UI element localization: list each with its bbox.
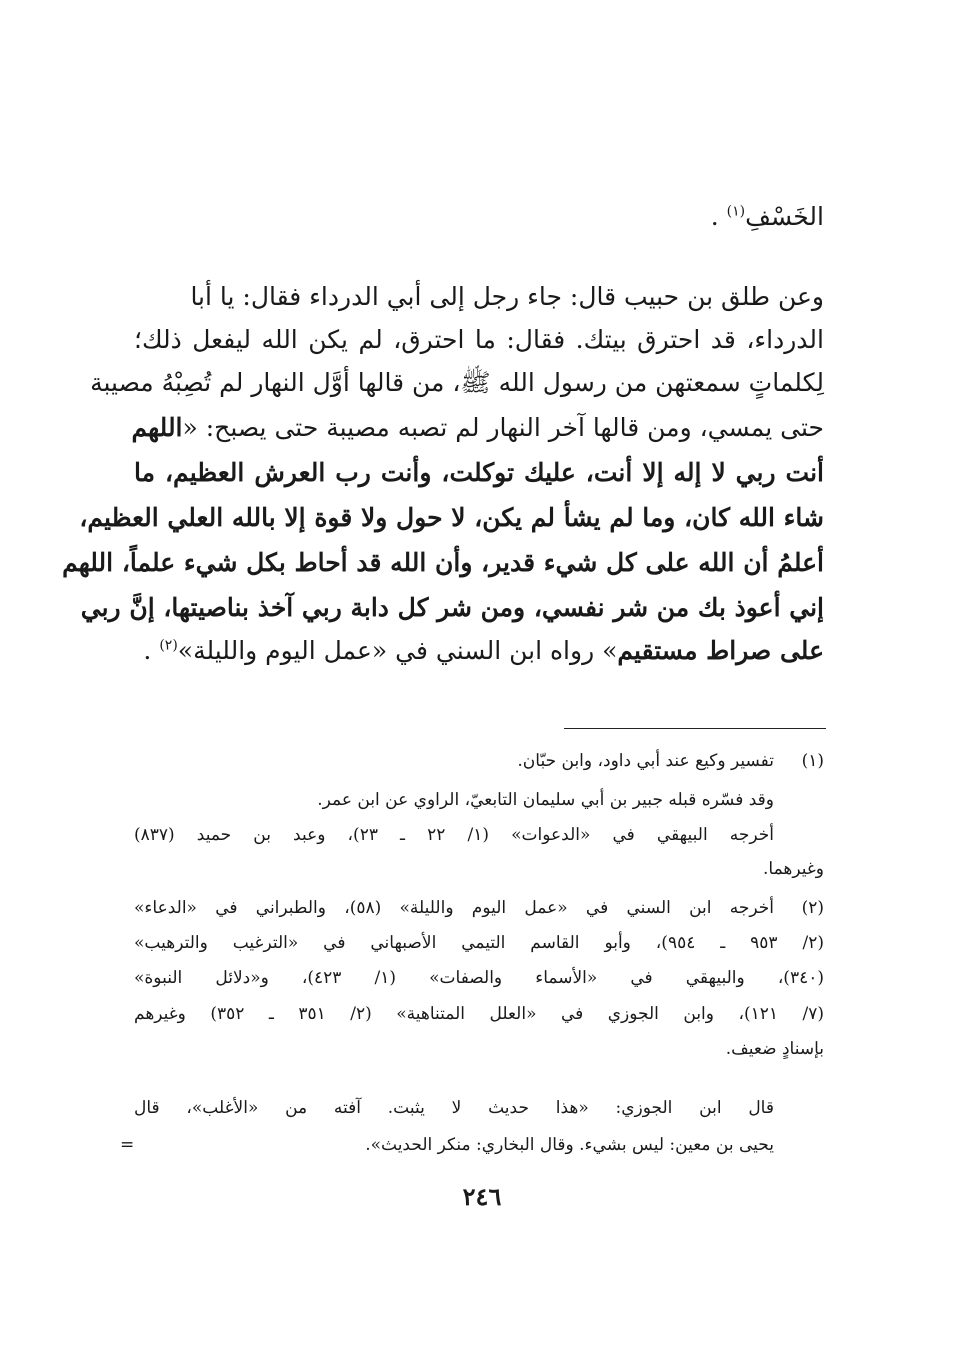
paragraph-line-9-text: » رواه ابن السني في «عمل اليوم والليلة» [177, 636, 618, 665]
paragraph-line-4-bold: اللهم [131, 413, 183, 442]
paragraph-line-9 [143, 638, 824, 663]
footnote-1-marker: (١) [801, 751, 824, 771]
footnote-1-line-2: وقد فسّره قبله جبير بن أبي سليمان التابعيّ، الراوي عن ابن عمر. [317, 790, 774, 810]
paragraph-line-4 [131, 413, 824, 442]
paragraph-line-1: وعن طلق بن حبيب قال: جاء رجل إلى أبي الدرداء فقال: يا أبا [190, 282, 824, 311]
footnote-2-line-6: قال ابن الجوزي: «هذا حديث لا يثبت. آفته من «الأغلب»، قال [134, 1098, 774, 1118]
paragraph-line-6: شاء الله كان، وما لم يشأ لم يكن، لا حول ولا قوة إلا بالله العلي العظيم، [79, 503, 824, 532]
page-number: ٢٤٦ [462, 1182, 502, 1211]
footnote-2-line-5: بإسنادٍ ضعيف. [725, 1039, 824, 1059]
footnote-1-line-4: وغيرهما. [763, 859, 824, 879]
continuation-end: . [710, 202, 727, 231]
paragraph-line-4-text: حتى يمسي، ومن قالها آخر النهار لم تصبه مصيبة حتى يصبح: « [182, 413, 824, 442]
footnote-2-line-4: (٧/ ١٢١)، وابن الجوزي في «العلل المتناهية» (٢/ ٣٥١ ـ ٣٥٢) وغيرهم [134, 1004, 824, 1024]
footnote-separator [564, 728, 826, 729]
paragraph-line-8: إني أعوذ بك من شر نفسي، ومن شر كل دابة ربي آخذ بناصيتها، إنَّ ربي [80, 593, 824, 622]
footnote-continued-mark: = [120, 1135, 135, 1155]
paragraph-line-3: لِكلماتٍ سمعتهن من رسول الله ﷺ، من قالها أوَّل النهار لم تُصِبْهُ مصيبة [90, 368, 824, 397]
footnote-2-line-2: (٢/ ٩٥٣ ـ ٩٥٤)، وأبو القاسم التيمي الأصبهاني في «الترغيب والترهيب» [134, 933, 825, 953]
continuation-text: الخَسْفِ [745, 202, 824, 231]
footnote-2-line-1: أخرجه ابن السني في «عمل اليوم والليلة» (٥٨)، والطبراني في «الدعاء» [134, 898, 775, 918]
paragraph-line-2: الدرداء، قد احترق بيتك. فقال: ما احترق، لم يكن الله ليفعل ذلك؛ [134, 325, 824, 354]
paragraph-line-9-end: . [143, 636, 160, 665]
footnote-2-marker: (٢) [801, 898, 824, 918]
footnote-2-line-3: (٣٤٠)، والبيهقي في «الأسماء والصفات» (١/ ٤٢٣)، و«دلائل النبوة» [134, 968, 824, 988]
paragraph-line-9-bold: على صراط مستقيم [617, 636, 824, 665]
paragraph-line-7: أعلمُ أن الله على كل شيء قدير، وأن الله قد أحاط بكل شيء علماً، اللهم [62, 548, 824, 577]
footnote-ref-1: (١) [726, 203, 746, 220]
footnote-ref-2: (٢) [159, 637, 178, 654]
footnote-1-line-1: تفسير وكيع عند أبي داود، وابن حبّان. [517, 751, 774, 771]
continuation-line [711, 204, 824, 229]
footnote-2-line-7: يحيى بن معين: ليس بشيء. وقال البخاري: منكر الحديث». [365, 1135, 774, 1155]
footnote-1-line-3: أخرجه البيهقي في «الدعوات» (١/ ٢٢ ـ ٢٣)، وعبد بن حميد (٨٣٧) [134, 825, 775, 845]
paragraph-line-5: أنت ربي لا إله إلا أنت، عليك توكلت، وأنت رب العرش العظيم، ما [134, 458, 824, 487]
